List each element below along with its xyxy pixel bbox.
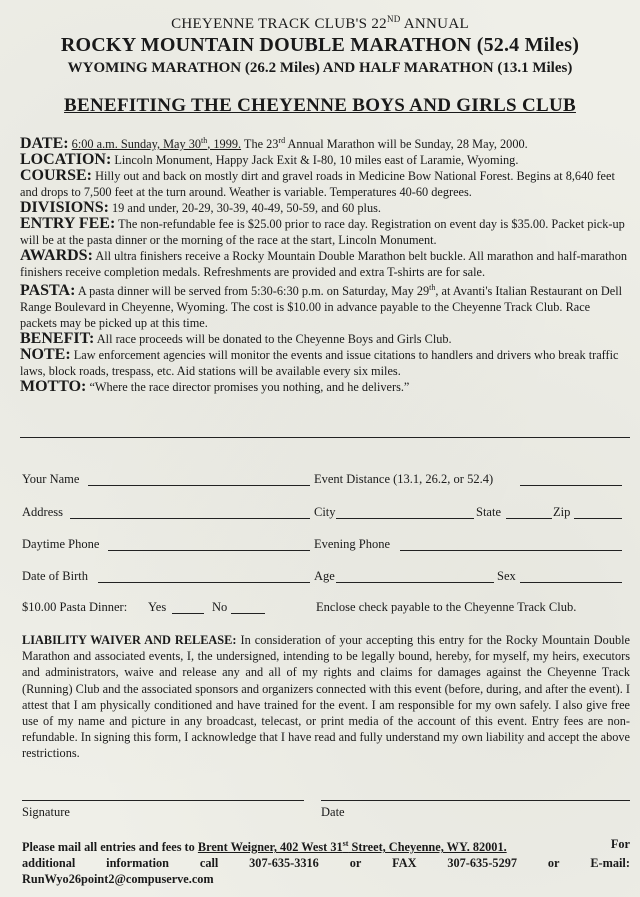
entry-fee-label: ENTRY FEE: [20, 215, 116, 233]
section-divider [20, 437, 630, 438]
club-text: CHEYENNE TRACK CLUB'S 22 [171, 16, 387, 32]
signature-field[interactable] [22, 800, 304, 801]
yes-label: Yes [148, 600, 167, 614]
course-para [20, 168, 630, 200]
or-text-1: or [349, 856, 362, 871]
zip-field[interactable] [574, 518, 622, 519]
daytime-phone-field[interactable] [108, 550, 310, 551]
race-year: , 1999. [207, 137, 242, 152]
dob-field[interactable] [98, 582, 310, 583]
entry-fee-text: The non-refundable fee is $25.00 prior to race day. Registration on event day is $35.00. Packet pick-up will be at the pasta dinner or the morning of the race at the start, Lincoln Monument. [20, 217, 625, 248]
state-field[interactable] [506, 518, 552, 519]
form-row-pasta [22, 600, 630, 618]
mailing-address-sup: st [342, 839, 349, 848]
note-text: Law enforcement agencies will monitor the events and issue citations to handlers and drivers who break traffic laws, block roads, trespass, etc. Aid stations will be available every six miles. [20, 348, 619, 379]
location-para [20, 152, 630, 168]
mail-pre-text: Please mail all entries and fees to [22, 840, 198, 855]
pasta-text-post: , at Avanti's Italian Restaurant on Dell Range Boulevard in Cheyenne, Wyoming. The cost is $10.00 in advance payable to the Cheyenne Track Club. Race packets may be picked up at this time. [20, 284, 623, 331]
event-distance-field[interactable] [520, 485, 622, 486]
page-title: ROCKY MOUNTAIN DOUBLE MARATHON (52.4 Miles) [60, 34, 580, 56]
ordinal-sup: ND [386, 14, 401, 24]
age-label: Age [314, 569, 335, 583]
divisions-para [20, 200, 630, 216]
divisions-text: 19 and under, 20-29, 30-39, 40-49, 50-59, and 60 plus. [112, 201, 381, 216]
awards-label: AWARDS: [20, 247, 93, 265]
daytime-phone-label: Daytime Phone [22, 537, 100, 551]
fax-number: 307-635-5297 [447, 856, 518, 871]
address-field[interactable] [70, 518, 310, 519]
waiver-label: LIABILITY WAIVER AND RELEASE: [22, 633, 237, 647]
evening-phone-label: Evening Phone [314, 537, 391, 551]
evening-phone-field[interactable] [400, 550, 622, 551]
pasta-text-pre: A pasta dinner will be served from 5:30-6:30 p.m. on Saturday, May 29 [77, 284, 430, 299]
pasta-no-field[interactable] [231, 613, 265, 614]
club-annual-line [0, 14, 640, 33]
next-race-pre: The 23 [241, 137, 279, 152]
pasta-label: PASTA: [20, 282, 76, 300]
benefit-text: All race proceeds will be donated to the Cheyenne Boys and Girls Club. [96, 332, 452, 347]
no-label: No [212, 600, 228, 614]
pasta-dinner-label: $10.00 Pasta Dinner: [22, 600, 128, 614]
information-text: information [106, 856, 170, 871]
motto-para [20, 379, 630, 395]
course-label: COURSE: [20, 167, 93, 185]
dob-label: Date of Birth [22, 569, 88, 583]
benefit-label: BENEFIT: [20, 330, 95, 348]
enclose-check-text: Enclose check payable to the Cheyenne Track Club. [316, 600, 577, 614]
page-subtitle: WYOMING MARATHON (26.2 Miles) AND HALF MARATHON (13.1 Miles) [67, 60, 573, 76]
phone-number: 307-635-3316 [249, 856, 319, 871]
mailing-address-pre: Brent Weigner, 402 West 31 [197, 840, 343, 855]
signature-date-label: Date [321, 805, 345, 819]
signature-date-field[interactable] [321, 800, 630, 801]
divisions-label: DIVISIONS: [20, 199, 109, 217]
call-text: call [199, 856, 219, 871]
mail-line [22, 836, 630, 855]
signature-label: Signature [22, 805, 70, 819]
motto-label: MOTTO: [20, 378, 87, 396]
event-info [20, 133, 630, 395]
race-date-sup: th [201, 136, 208, 145]
waiver-text: In consideration of your accepting this entry for the Rocky Mountain Double Marathon and associated events, I, the undersigned, intending to be legally bound, hereby, for myself, my heirs, executors and administrators, waive and release any and all of my rights and claims for damages against the Cheyenne Track (Running) Club and the associated sponsors and organizers connected with this event (before, during, and after the event). I attest that I am physically conditioned and have trained for the event. I am responsible for my own safely. I also give free use of my name and picture in any broadcast, telecast, or print media of the account of this event. Entry fees are non-refundable. In signing this form, I acknowledge that I have read and fully understand my own liability and accept the above restrictions. [22, 633, 630, 761]
form-row-name [22, 472, 630, 490]
next-race-post: Annual Marathon will be Sunday, 28 May, 2000. [285, 137, 528, 152]
mailing-address-post: Street, Cheyenne, WY. 82001. [348, 840, 507, 855]
motto-text: “Where the race director promises you nothing, and he delivers.” [89, 380, 410, 395]
address-label: Address [22, 505, 63, 519]
note-para [20, 347, 630, 379]
pasta-yes-field[interactable] [172, 613, 204, 614]
your-name-label: Your Name [22, 472, 80, 486]
for-text: For [610, 837, 630, 851]
location-label: LOCATION: [20, 151, 112, 169]
city-field[interactable] [336, 518, 474, 519]
sex-field[interactable] [520, 582, 622, 583]
fax-label: FAX [392, 856, 417, 871]
benefit-para [20, 331, 630, 347]
awards-text: All ultra finishers receive a Rocky Mountain Double Marathon belt buckle. All marathon and half-marathon finishers receive completion medals. Refreshments are provided and extra T-shirts are for sale. [20, 249, 627, 280]
date-para [20, 133, 630, 152]
date-label: DATE: [20, 135, 69, 153]
contact-line [22, 855, 630, 871]
sex-label: Sex [497, 569, 516, 583]
event-distance-label: Event Distance (13.1, 26.2, or 52.4) [314, 472, 494, 486]
email-label: E-mail: [590, 856, 630, 871]
note-label: NOTE: [20, 346, 71, 364]
or-text-2: or [547, 856, 560, 871]
age-field[interactable] [336, 582, 494, 583]
form-row-dob [22, 569, 630, 587]
form-row-address [22, 505, 630, 523]
pasta-sup: th [429, 283, 436, 293]
race-date: 6:00 a.m. Sunday, May 30 [71, 137, 202, 152]
email-address[interactable]: RunWyo26point2@compuserve.com [22, 872, 214, 887]
awards-para [20, 248, 630, 280]
benefit-heading: BENEFITING THE CHEYENNE BOYS AND GIRLS CLUB [64, 95, 576, 116]
entry-fee-para [20, 216, 630, 248]
mailing-instructions [22, 836, 630, 887]
pasta-para [20, 280, 630, 331]
course-text: Hilly out and back on mostly dirt and gravel roads in Medicine Bow National Forest. Begins at 8,640 feet and drops to 7,500 feet at the turn around. Weather is variable. Temperatures 40-60 degrees. [20, 169, 615, 200]
state-label: State [476, 505, 501, 519]
zip-label: Zip [553, 505, 571, 519]
your-name-field[interactable] [88, 485, 310, 486]
annual-text: ANNUAL [400, 16, 469, 32]
form-row-phone [22, 537, 630, 555]
additional-text: additional [22, 856, 76, 871]
city-label: City [314, 505, 336, 519]
location-text: Lincoln Monument, Happy Jack Exit & I-80, 10 miles east of Laramie, Wyoming. [114, 153, 519, 168]
liability-waiver [22, 632, 630, 762]
next-race-sup: rd [278, 136, 286, 145]
